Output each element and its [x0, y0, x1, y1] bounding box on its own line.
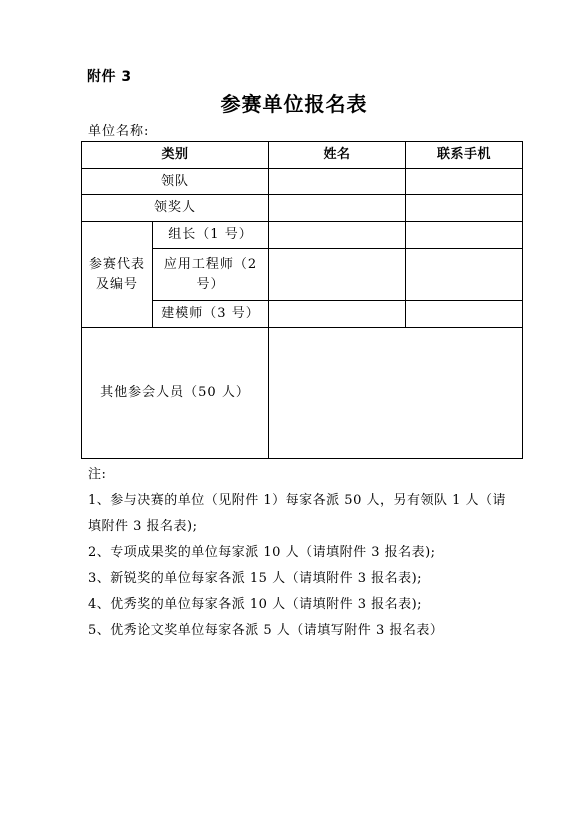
- cell-name-modeler[interactable]: [269, 301, 406, 328]
- header-category: 类别: [82, 142, 269, 169]
- cell-name-engineer[interactable]: [269, 249, 406, 301]
- notes-section: [88, 462, 508, 644]
- cell-phone-engineer[interactable]: [406, 249, 523, 301]
- row-label-others: 其他参会人员（50 人）: [82, 328, 269, 459]
- page-title: 参赛单位报名表: [220, 92, 368, 116]
- header-phone: 联系手机: [406, 142, 523, 169]
- note-item: 4、优秀奖的单位每家各派 10 人（请填附件 3 报名表);: [88, 597, 423, 612]
- cell-name-leader[interactable]: [269, 169, 406, 195]
- row-label-captain: 组长（1 号）: [153, 222, 269, 249]
- attachment-label: 附件 3: [87, 69, 132, 85]
- registration-table: [81, 141, 523, 459]
- notes-heading: 注:: [88, 467, 107, 482]
- row-label-award-receiver: 领奖人: [82, 195, 269, 222]
- note-item: 1、参与决赛的单位（见附件 1）每家各派 50 人，另有领队 1 人（请填附件 3 报名表);: [88, 493, 507, 534]
- table-header-row: [82, 142, 523, 169]
- note-item: 5、优秀论文奖单位每家各派 5 人（请填写附件 3 报名表）: [88, 623, 444, 638]
- cell-phone-modeler[interactable]: [406, 301, 523, 328]
- cell-phone-leader[interactable]: [406, 169, 523, 195]
- row-label-modeler: 建模师（3 号）: [153, 301, 269, 328]
- note-item: 2、专项成果奖的单位每家派 10 人（请填附件 3 报名表);: [88, 545, 436, 560]
- table-row: [82, 169, 523, 195]
- cell-phone-award-receiver[interactable]: [406, 195, 523, 222]
- row-label-leader: 领队: [82, 169, 269, 195]
- table-row: [82, 328, 523, 459]
- unit-name-label: 单位名称:: [88, 124, 150, 139]
- table-row: [82, 222, 523, 249]
- row-label-engineer: 应用工程师（2 号）: [153, 249, 269, 301]
- header-name: 姓名: [269, 142, 406, 169]
- note-item: 3、新锐奖的单位每家各派 15 人（请填附件 3 报名表);: [88, 571, 423, 586]
- cell-phone-captain[interactable]: [406, 222, 523, 249]
- cell-name-captain[interactable]: [269, 222, 406, 249]
- cell-name-award-receiver[interactable]: [269, 195, 406, 222]
- cell-others-list[interactable]: [269, 328, 523, 459]
- table-row: [82, 195, 523, 222]
- row-label-contestants: 参赛代表及编号: [82, 222, 153, 328]
